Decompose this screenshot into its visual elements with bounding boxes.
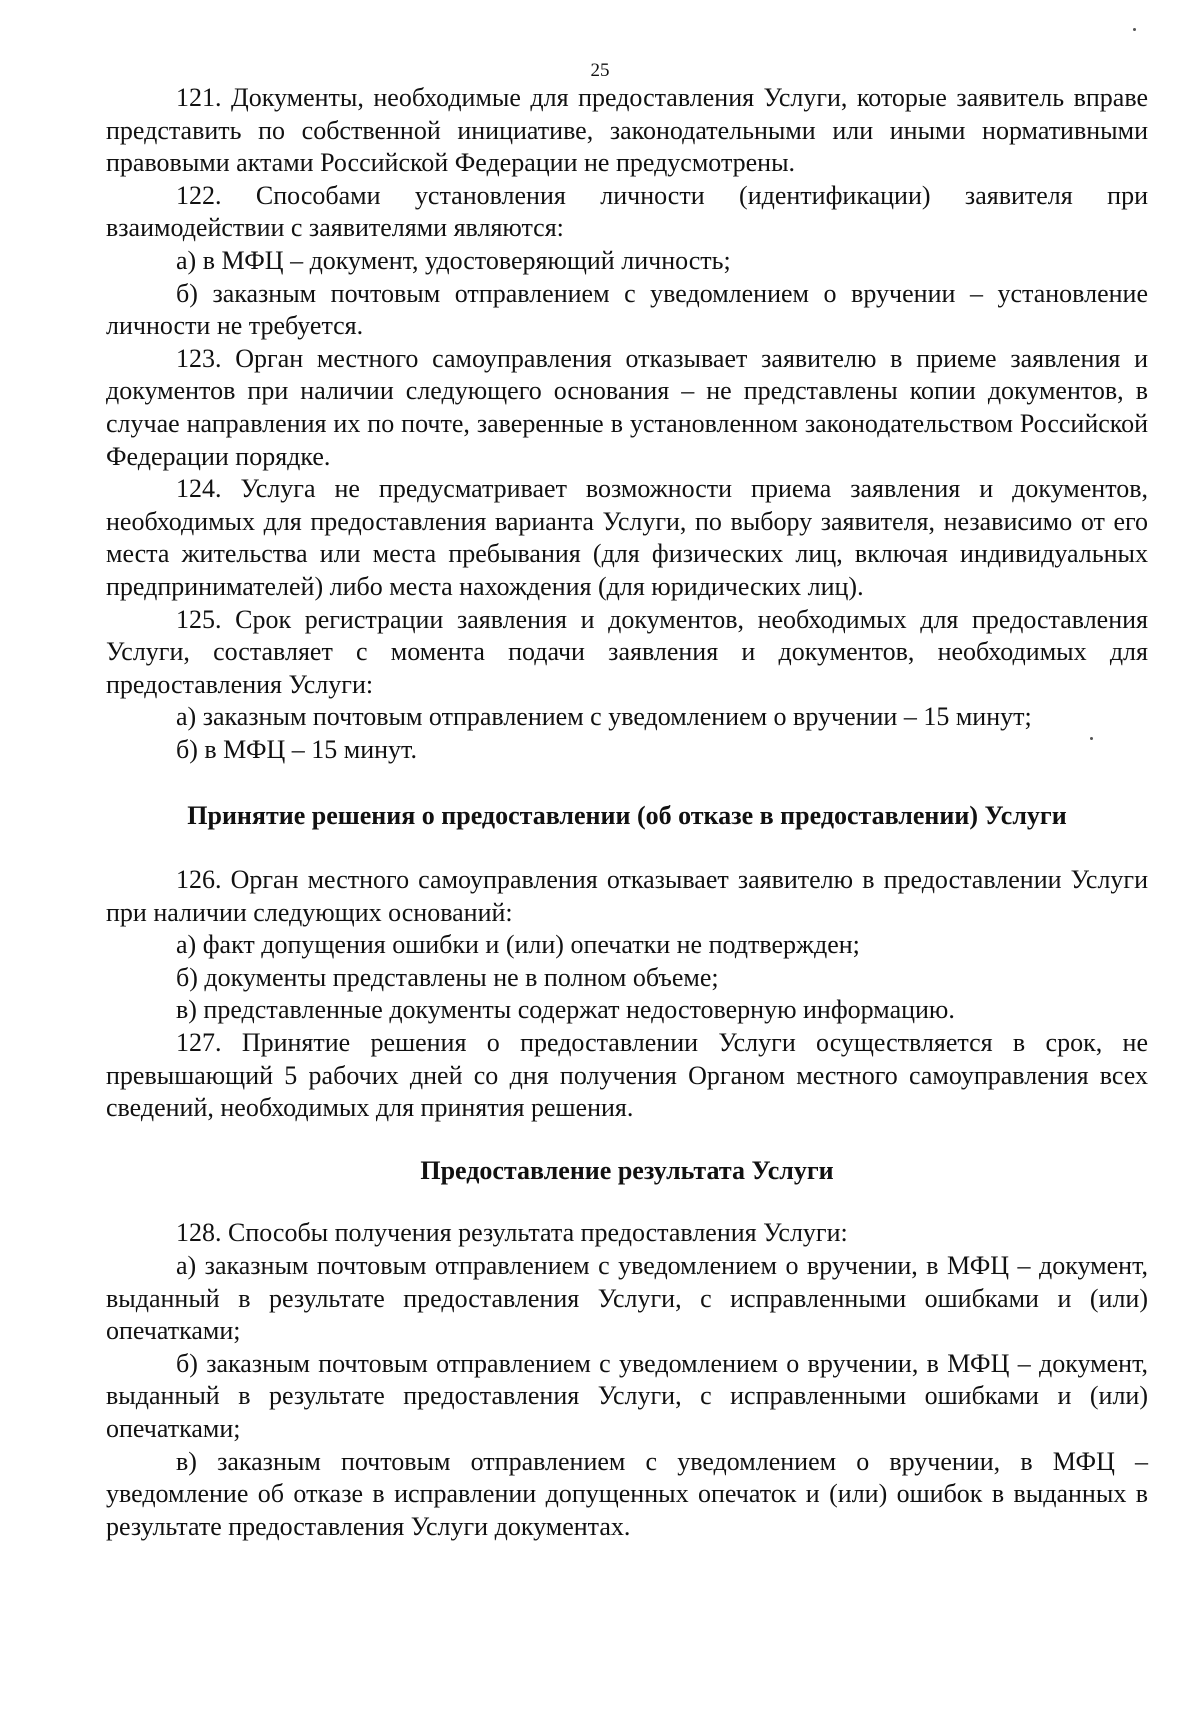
list-item-128-c: в) заказным почтовым отправлением с уведомлением о вручении, в МФЦ – уведомление об отказе в исправлении допущенных опечаток и (или) ошибок в выданных в результате предоставления Услуги документах. [106, 1446, 1148, 1541]
list-item-125-a: а) заказным почтовым отправлением с уведомлением о вручении – 15 минут; [176, 702, 1032, 732]
section-heading-decision: Принятие решения о предоставлении (об отказе в предоставлении) Услуги [187, 801, 1067, 831]
page-number: 25 [590, 60, 610, 81]
list-item-122-a: а) в МФЦ – документ, удостоверяющий личность; [176, 245, 731, 275]
section-heading-result: Предоставление результата Услуги [420, 1155, 834, 1185]
scan-speck [1133, 28, 1136, 31]
list-item-126-b: б) документы представлены не в полном объеме; [176, 962, 719, 992]
paragraph-125: 125. Срок регистрации заявления и документов, необходимых для предоставления Услуги, составляет с момента подачи заявления и документов, необходимых для предоставления Услуги: [106, 604, 1148, 699]
paragraph-127: 127. Принятие решения о предоставлении Услуги осуществляется в срок, не превышающий 5 рабочих дней со дня получения Органом местного самоуправления всех сведений, необходимых для принятия решения. [106, 1028, 1148, 1123]
paragraph-123: 123. Орган местного самоуправления отказывает заявителю в приеме заявления и документов при наличии следующего основания – не представлены копии документов, в случае направления их по почте, заверенные в установленном законодательством Российской Федерации порядке. [106, 343, 1148, 471]
paragraph-121: 121. Документы, необходимые для предоставления Услуги, которые заявитель вправе представить по собственной инициативе, законодательными или иными нормативными правовыми актами Российской Федерации не предусмотрены. [106, 83, 1148, 178]
list-item-125-b: б) в МФЦ – 15 минут. [176, 734, 417, 764]
paragraph-126: 126. Орган местного самоуправления отказывает заявителю в предоставлении Услуги при наличии следующих оснований: [106, 865, 1148, 927]
paragraph-128: 128. Способы получения результата предоставления Услуги: [176, 1218, 848, 1248]
paragraph-124: 124. Услуга не предусматривает возможности приема заявления и документов, необходимых для предоставления варианта Услуги, по выбору заявителя, независимо от его места жительства или места пребывания (для физических лиц, включая индивидуальных предпринимателей) либо места нахождения (для юридических лиц). [106, 474, 1148, 601]
list-item-128-b: б) заказным почтовым отправлением с уведомлением о вручении, в МФЦ – документ, выданный в результате предоставления Услуги, с исправленными ошибками и (или) опечатками; [106, 1348, 1148, 1443]
list-item-128-a: а) заказным почтовым отправлением с уведомлением о вручении, в МФЦ – документ, выданный в результате предоставления Услуги, с исправленными ошибками и (или) опечатками; [106, 1251, 1148, 1346]
list-item-126-a: а) факт допущения ошибки и (или) опечатки не подтвержден; [176, 930, 860, 960]
paragraph-122: 122. Способами установления личности (идентификации) заявителя при взаимодействии с заявителями являются: [106, 180, 1148, 243]
document-body [106, 82, 1148, 1543]
list-item-126-c: в) представленные документы содержат недостоверную информацию. [176, 995, 955, 1025]
list-item-122-b: б) заказным почтовым отправлением с уведомлением о вручении – установление личности не требуется. [106, 278, 1148, 341]
